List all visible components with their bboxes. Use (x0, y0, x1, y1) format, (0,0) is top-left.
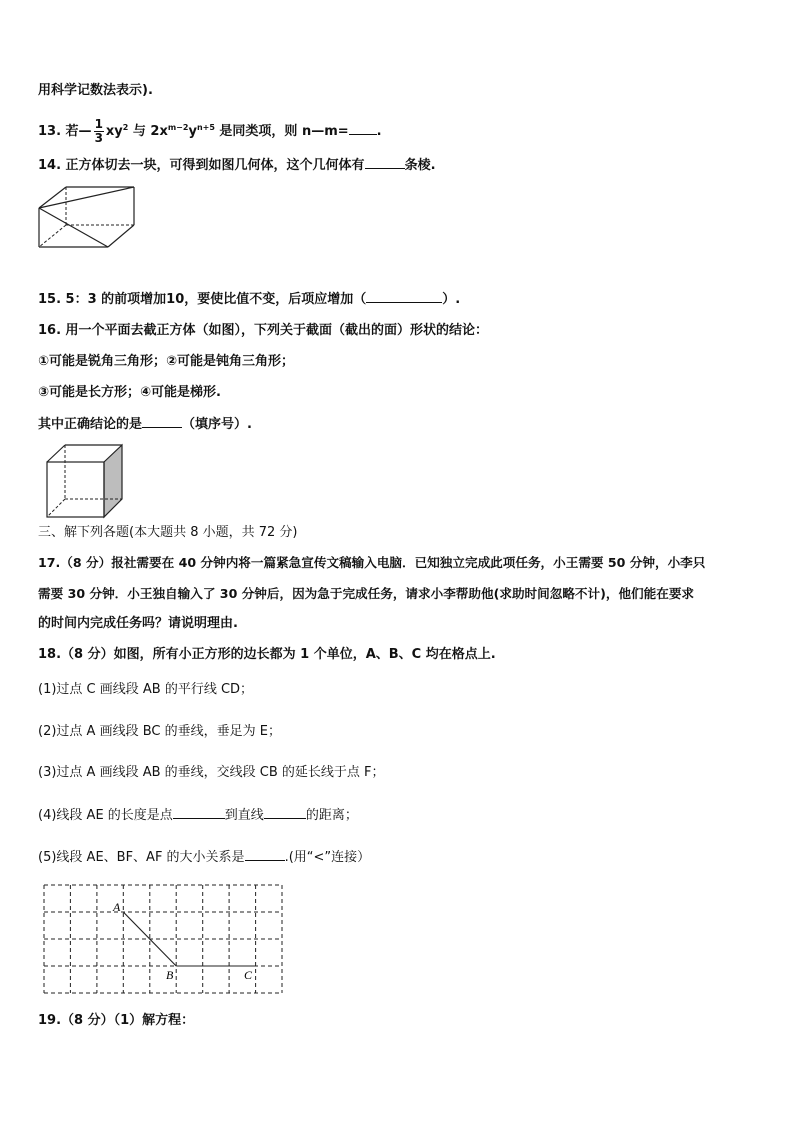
question-16-prompt: 其中正确结论的是 （填序号）. (38, 417, 252, 432)
question-18-part-3: (3)过点 A 画线段 AB 的垂线，交线段 CB 的延长线于点 F； (38, 765, 385, 780)
question-18-part-1: (1)过点 C 画线段 AB 的平行线 CD； (38, 682, 254, 697)
point-a-label: A (113, 900, 121, 914)
point-c-label: C (244, 968, 253, 982)
q13-prefix: 13. 若— (38, 124, 92, 139)
cut-cube-figure (36, 185, 140, 250)
section-3-heading: 三、解下列各题(本大题共 8 小题，共 72 分) (38, 525, 298, 540)
question-14: 14. 正方体切去一块，可得到如图几何体，这个几何体有 条棱. (38, 158, 436, 173)
answer-blank (264, 806, 306, 819)
question-17-line-3: 的时间内完成任务吗？请说明理由. (38, 616, 238, 631)
question-18-part-2: (2)过点 A 画线段 BC 的垂线，垂足为 E； (38, 724, 281, 739)
question-18-part-4: (4)线段 AE 的长度是点 到直线 的距离； (38, 808, 358, 823)
question-18-part-5: (5)线段 AE、BF、AF 的大小关系是 .(用“<”连接） (38, 850, 371, 865)
question-17-line-1: 17.（8 分）报社需要在 40 分钟内将一篇紧急宣传文稿输入电脑．已知独立完成此项任务，小王需要 50 分钟，小李只 (38, 555, 706, 570)
question-19: 19.（8 分）（1）解方程： (38, 1013, 195, 1028)
question-15: 15. 5：3 的前项增加10，要使比值不变，后项应增加（ ）. (38, 292, 461, 307)
question-13: 13. 若— $\frac{1}{3}$ $xy^2$ 与 $2x^{m-2}y^{n+5}$ 是同类项，则 n—m= . (38, 117, 382, 145)
answer-blank (245, 848, 285, 861)
fraction-one-third: $\frac{1}{3}$ (94, 117, 103, 145)
question-16-options-1: ①可能是锐角三角形；②可能是钝角三角形； (38, 354, 295, 369)
text-line-continuation: 用科学记数法表示). (38, 83, 153, 98)
grid-figure (40, 881, 288, 999)
question-16-options-2: ③可能是长方形；④可能是梯形. (38, 385, 221, 400)
question-18: 18.（8 分）如图，所有小正方形的边长都为 1 个单位，A、B、C 均在格点上. (38, 647, 496, 662)
point-b-label: B (166, 968, 174, 982)
answer-blank (142, 415, 182, 428)
answer-blank (173, 806, 225, 819)
answer-blank (349, 122, 377, 135)
question-16: 16. 用一个平面去截正方体（如图），下列关于截面（截出的面）形状的结论： (38, 323, 489, 338)
cube-figure (44, 442, 126, 520)
answer-blank (365, 156, 405, 169)
answer-blank (366, 290, 442, 303)
question-17-line-2: 需要 30 分钟．小王独自输入了 30 分钟后，因为急于完成任务，请求小李帮助他(求助时间忽略不计)，他们能在要求 (38, 586, 695, 601)
